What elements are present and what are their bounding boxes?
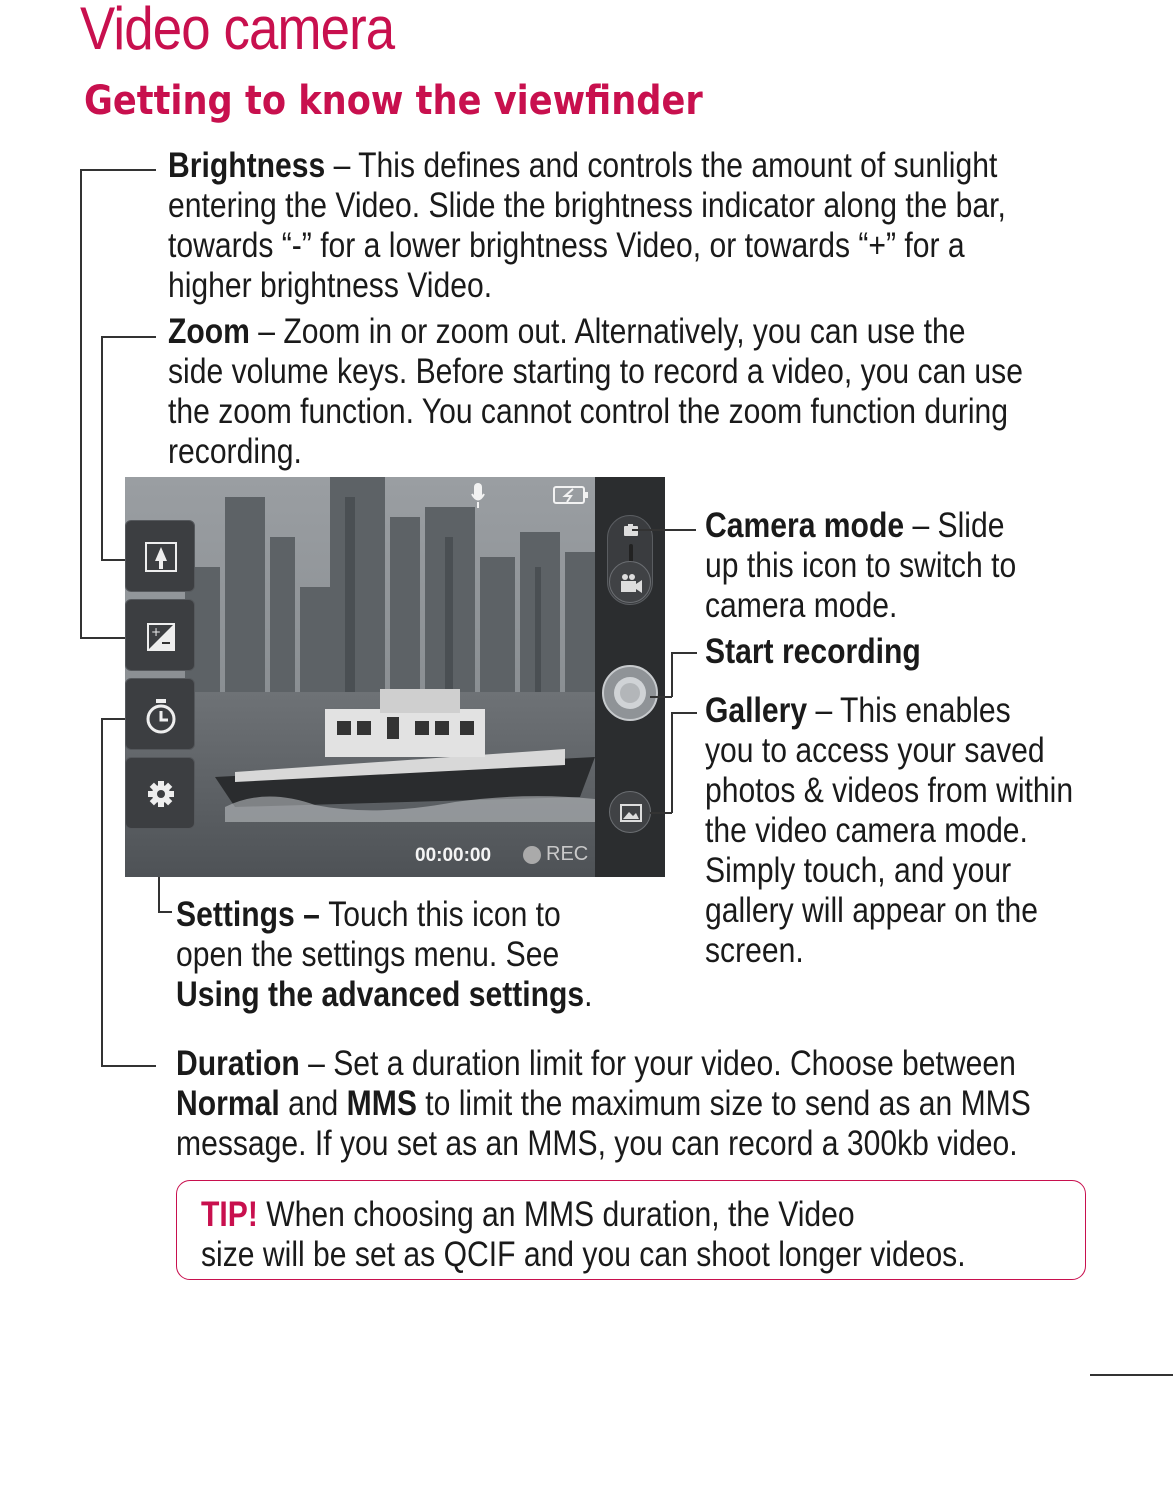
brightness-label: Brightness [168, 146, 326, 185]
zoom-text-4: recording. [168, 432, 302, 471]
brightness-text-2: entering the Video. Slide the brightness indicator along the bar, [168, 186, 1006, 225]
settings-label: Settings – [176, 895, 329, 934]
zoom-description [168, 312, 1023, 472]
gallery-description [705, 691, 1073, 971]
video-icon [610, 562, 652, 604]
duration-text-1: – Set a duration limit for your video. Choose between [299, 1044, 1016, 1083]
gallery-text-2: you to access your saved [705, 731, 1045, 770]
brightness-connector-top [80, 169, 156, 171]
advanced-settings-reference: Using the advanced settings [176, 975, 585, 1014]
settings-description [176, 895, 592, 1015]
start-recording-connector-top [671, 652, 697, 654]
zoom-text-3: the zoom function. You cannot control the zoom function during [168, 392, 1009, 431]
viewfinder-scene [125, 477, 665, 877]
svg-text:+: + [151, 625, 162, 639]
brightness-button[interactable] [125, 520, 195, 592]
zoom-connector [101, 336, 103, 560]
camera-mode-text-2: up this icon to switch to [705, 546, 1017, 585]
mic-icon [471, 483, 485, 509]
duration-description [176, 1044, 1031, 1164]
brightness-description [168, 146, 1006, 306]
settings-gear-icon [126, 758, 196, 830]
zoom-connector-top [101, 336, 156, 338]
duration-and: and [279, 1084, 347, 1123]
video-mode-button[interactable] [609, 561, 651, 603]
gallery-connector-top [671, 712, 697, 714]
zoom-text-1: – Zoom in or zoom out. Alternatively, you can use the [249, 312, 966, 351]
camera-mode-text-1: – Slide [904, 506, 1005, 545]
battery-icon [553, 485, 589, 505]
gallery-text-6: gallery will appear on the [705, 891, 1038, 930]
start-recording-label: Start recording [705, 632, 921, 671]
gallery-text-7: screen. [705, 931, 804, 970]
gallery-button[interactable] [609, 791, 651, 833]
gallery-text-1: – This enables [807, 691, 1011, 730]
brightness-text-4: higher brightness Video. [168, 266, 493, 305]
settings-text-1: Touch this icon to [328, 895, 561, 934]
brightness-connector [80, 169, 82, 638]
exposure-button[interactable] [125, 599, 195, 671]
gallery-connector [671, 712, 673, 813]
settings-text-2: open the settings menu. See [176, 935, 560, 974]
tip-text-2: size will be set as QCIF and you can shoot longer videos. [201, 1235, 966, 1274]
rec-indicator-icon [523, 846, 541, 864]
zoom-label: Zoom [168, 312, 250, 351]
duration-label: Duration [176, 1044, 300, 1083]
footer-rule [1090, 1374, 1173, 1376]
duration-connector-top [101, 718, 125, 720]
gallery-text-3: photos & videos from within [705, 771, 1074, 810]
camera-mode-text-3: camera mode. [705, 586, 898, 625]
start-recording-connector-bottom [650, 696, 672, 698]
tip-label: TIP! [201, 1195, 258, 1234]
normal-option: Normal [176, 1084, 280, 1123]
start-recording-connector [671, 652, 673, 697]
gallery-text-4: the video camera mode. [705, 811, 1028, 850]
duration-connector [101, 718, 103, 1066]
brightness-text-3: towards “-” for a lower brightness Video, or towards “+” for a [168, 226, 965, 265]
tip-content [201, 1195, 966, 1275]
rec-label: REC [546, 843, 589, 865]
brightness-connector-bottom [80, 637, 125, 639]
page-title: Video camera [80, 0, 395, 62]
camera-mode-label: Camera mode [705, 506, 905, 545]
duration-button[interactable] [125, 678, 195, 750]
camera-mode-connector [632, 529, 696, 531]
settings-text-3-end: . [584, 975, 593, 1014]
record-icon [604, 667, 656, 719]
settings-connector-bottom [158, 911, 172, 913]
brightness-icon [126, 521, 196, 593]
gallery-icon [610, 792, 652, 834]
start-recording-description [705, 632, 921, 672]
section-heading: Getting to know the viewfinder [84, 78, 703, 124]
viewfinder-screenshot [125, 477, 665, 877]
mms-option: MMS [346, 1084, 417, 1123]
settings-button[interactable] [125, 757, 195, 829]
duration-text-2: to limit the maximum size to send as an MMS [416, 1084, 1031, 1123]
gallery-label: Gallery [705, 691, 808, 730]
zoom-connector-bottom [101, 559, 125, 561]
start-recording-button[interactable] [602, 665, 658, 721]
gallery-text-5: Simply touch, and your [705, 851, 1012, 890]
record-timer: 00:00:00 [415, 845, 492, 866]
duration-connector-bottom [101, 1065, 156, 1067]
tip-text-1: When choosing an MMS duration, the Video [257, 1195, 855, 1234]
exposure-icon [126, 600, 196, 672]
gallery-connector-bottom [650, 812, 672, 814]
timer-icon [126, 679, 196, 751]
duration-text-3: message. If you set as an MMS, you can record a 300kb video. [176, 1124, 1018, 1163]
zoom-text-2: side volume keys. Before starting to record a video, you can use [168, 352, 1023, 391]
camera-mode-description [705, 506, 1016, 626]
brightness-text-1: – This defines and controls the amount of sunlight [325, 146, 998, 185]
tip-box [176, 1180, 1086, 1280]
